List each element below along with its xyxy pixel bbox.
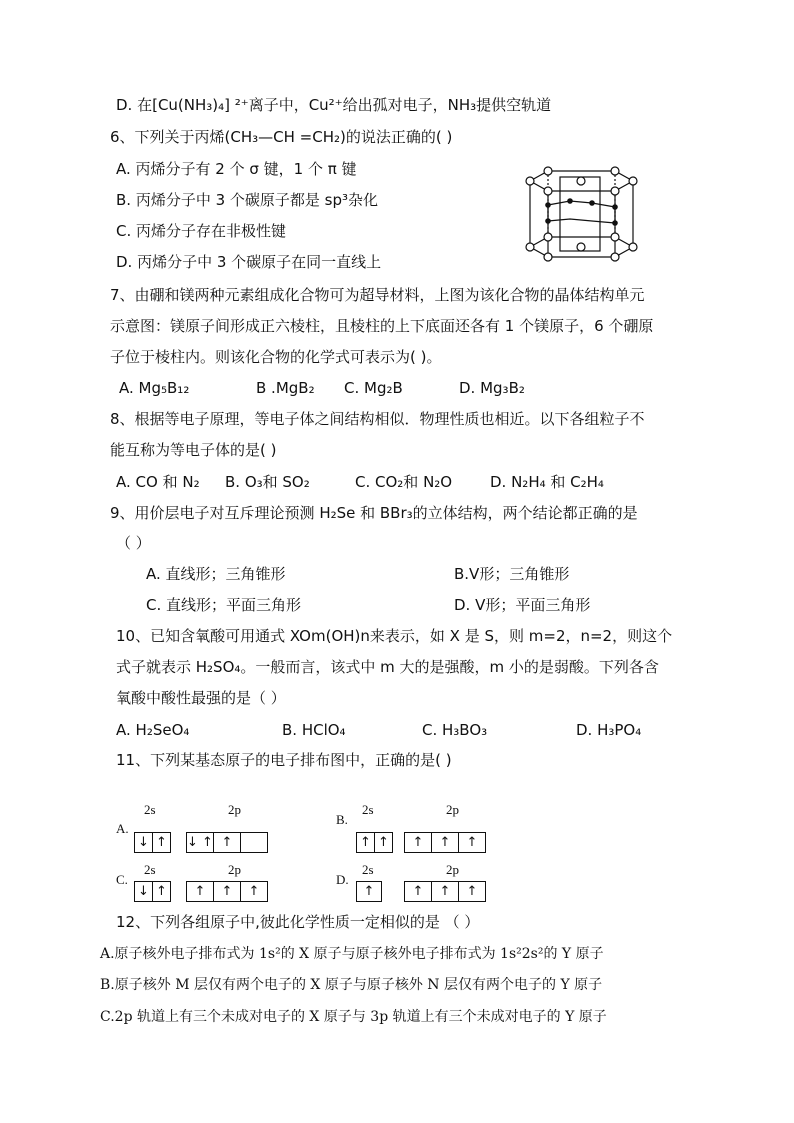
q9-option-a: A. 直线形；三角锥形 bbox=[146, 565, 286, 583]
q6-option-d: D. 丙烯分子中 3 个碳原子在同一直线上 bbox=[116, 253, 382, 271]
q8-stem-line2: 能互称为等电子体的是( ) bbox=[110, 441, 277, 459]
p-orbital-boxes bbox=[186, 881, 268, 902]
electron-arrow: ↑ bbox=[405, 882, 432, 901]
q9-stem-line1: 9、用价层电子对互斥理论预测 H₂Se 和 BBr₃的立体结构，两个结论都正确的是 bbox=[110, 504, 638, 522]
q7-stem-line1: 7、由硼和镁两种元素组成化合物可为超导材料，上图为该化合物的晶体结构单元 bbox=[110, 286, 645, 304]
electron-arrow: ↑ bbox=[214, 833, 241, 852]
s-orbital-boxes bbox=[356, 881, 382, 902]
diagram-letter: B. bbox=[336, 812, 348, 827]
electron-arrow: ↑ bbox=[214, 882, 241, 901]
electron-arrow: ↑ bbox=[156, 835, 167, 850]
p-label: 2p bbox=[228, 862, 241, 877]
diagram-letter: D. bbox=[336, 872, 349, 887]
q12-option-a: A.原子核外电子排布式为 1s²的 X 原子与原子核外电子排布式为 1s²2s²的 Y 原子 bbox=[100, 946, 604, 962]
p-orbital-boxes bbox=[404, 832, 486, 853]
s-orbital-boxes bbox=[134, 832, 171, 853]
q8-option-c: C. CO₂和 N₂O bbox=[355, 473, 453, 491]
q7-option-c: C. Mg₂B bbox=[344, 379, 403, 397]
q10-option-a: A. H₂SeO₄ bbox=[116, 721, 190, 739]
q6-option-c: C. 丙烯分子存在非极性键 bbox=[116, 222, 287, 240]
s-label: 2s bbox=[144, 862, 156, 877]
q7-option-a: A. Mg₅B₁₂ bbox=[119, 379, 190, 397]
electron-arrow: ↑ bbox=[466, 884, 478, 899]
crystal-structure-figure bbox=[520, 163, 650, 263]
electron-arrow: ↓ bbox=[135, 882, 153, 901]
q6-stem: 6、下列关于丙烯(CH₃—CH =CH₂)的说法正确的( ) bbox=[110, 128, 453, 146]
p-orbital-boxes bbox=[186, 832, 268, 853]
q7-option-b: B .MgB₂ bbox=[256, 379, 315, 397]
electron-arrow: ↑ bbox=[432, 882, 459, 901]
p-label: 2p bbox=[446, 802, 459, 817]
q10-stem-line1: 10、已知含氧酸可用通式 XOm(OH)n来表示，如 X 是 S，则 m=2，n=2，则这个 bbox=[116, 627, 673, 645]
s-label: 2s bbox=[144, 802, 156, 817]
electron-arrow: ↑ bbox=[466, 835, 478, 850]
p-label: 2p bbox=[446, 862, 459, 877]
q11-stem: 11、下列某基态原子的电子排布图中，正确的是( ) bbox=[116, 751, 452, 769]
electron-arrow: ↓ bbox=[135, 833, 153, 852]
q12-option-c: C.2p 轨道上有三个未成对电子的 X 原子与 3p 轨道上有三个未成对电子的 Y 原子 bbox=[100, 1009, 607, 1025]
s-orbital-boxes bbox=[134, 881, 171, 902]
q7-stem-line3: 子位于棱柱内。则该化合物的化学式可表示为( )。 bbox=[110, 348, 442, 366]
s-label: 2s bbox=[362, 862, 374, 877]
q10-stem-line3: 氧酸中酸性最强的是（ ） bbox=[116, 689, 286, 707]
diagram-letter: A. bbox=[116, 821, 129, 836]
electron-arrow bbox=[241, 833, 267, 852]
q8-option-d: D. N₂H₄ 和 C₂H₄ bbox=[490, 473, 604, 491]
q10-option-b: B. HClO₄ bbox=[282, 721, 346, 739]
diagram-letter: C. bbox=[116, 872, 128, 887]
q12-option-b: B.原子核外 M 层仅有两个电子的 X 原子与原子核外 N 层仅有两个电子的 Y 原子 bbox=[100, 977, 603, 993]
s-orbital-boxes bbox=[356, 832, 393, 853]
q9-option-b: B.V形；三角锥形 bbox=[454, 565, 570, 583]
electron-arrow: ↑ bbox=[363, 884, 375, 899]
electron-arrow: ↑ bbox=[187, 882, 214, 901]
s-label: 2s bbox=[362, 802, 374, 817]
p-label: 2p bbox=[228, 802, 241, 817]
q5-option-d: D. 在[Cu(NH₃)₄] ²⁺离子中，Cu²⁺给出孤对电子，NH₃提供空轨道 bbox=[116, 96, 552, 114]
electron-arrow: ↑ bbox=[248, 884, 260, 899]
electron-arrow: ↑ bbox=[432, 833, 459, 852]
q10-option-c: C. H₃BO₃ bbox=[422, 721, 488, 739]
electron-arrow: ↓ ↑ bbox=[187, 835, 213, 850]
electron-arrow: ↑ bbox=[378, 835, 389, 850]
q9-option-d: D. V形；平面三角形 bbox=[454, 596, 591, 614]
q8-option-a: A. CO 和 N₂ bbox=[116, 473, 200, 491]
q6-option-b: B. 丙烯分子中 3 个碳原子都是 sp³杂化 bbox=[116, 191, 379, 209]
electron-arrow: ↑ bbox=[156, 884, 167, 899]
q8-option-b: B. O₃和 SO₂ bbox=[225, 473, 310, 491]
q9-option-c: C. 直线形；平面三角形 bbox=[146, 596, 302, 614]
electron-arrow: ↑ bbox=[357, 833, 375, 852]
q6-option-a: A. 丙烯分子有 2 个 σ 键，1 个 π 键 bbox=[116, 160, 357, 178]
electron-arrow: ↑ bbox=[405, 833, 432, 852]
q7-stem-line2: 示意图：镁原子间形成正六棱柱，且棱柱的上下底面还各有 1 个镁原子，6 个硼原 bbox=[110, 317, 654, 335]
p-orbital-boxes bbox=[404, 881, 486, 902]
q10-option-d: D. H₃PO₄ bbox=[576, 721, 642, 739]
q10-stem-line2: 式子就表示 H₂SO₄。一般而言，该式中 m 大的是强酸，m 小的是弱酸。下列各含 bbox=[116, 658, 659, 676]
q8-stem-line1: 8、根据等电子原理，等电子体之间结构相似．物理性质也相近。以下各组粒子不 bbox=[110, 410, 645, 428]
q7-option-d: D. Mg₃B₂ bbox=[459, 379, 525, 397]
q12-stem: 12、下列各组原子中,彼此化学性质一定相似的是 （ ） bbox=[116, 913, 480, 931]
q9-stem-line2: （ ） bbox=[116, 534, 151, 552]
